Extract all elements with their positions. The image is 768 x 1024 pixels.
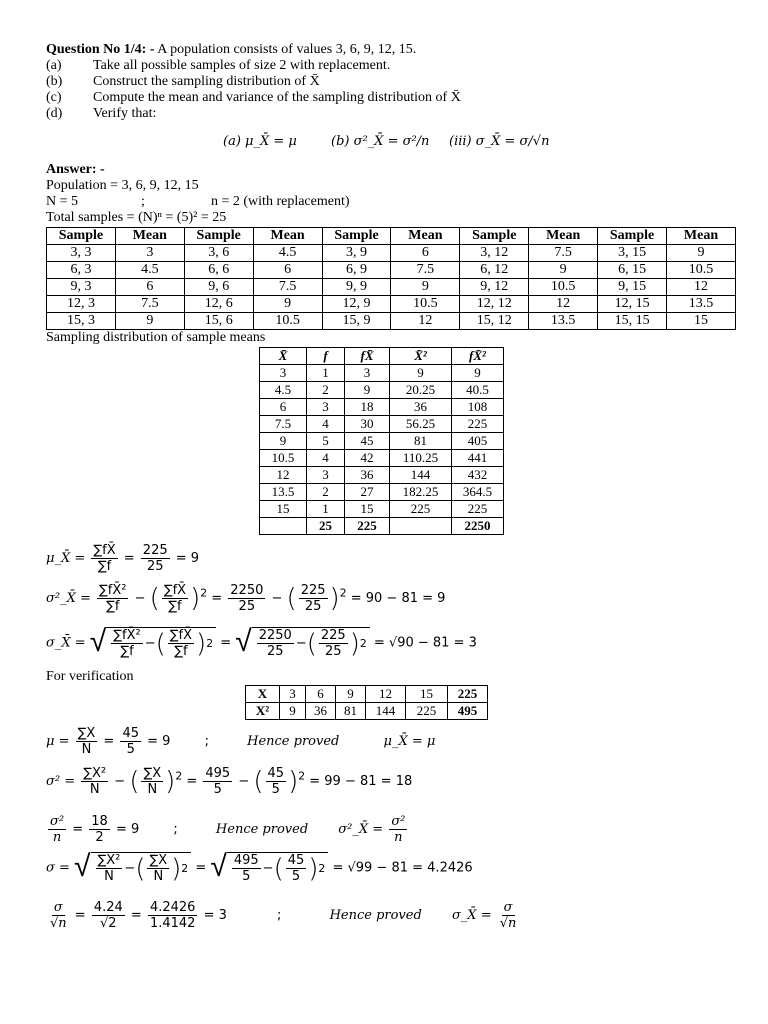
table-cell: 225 xyxy=(390,501,452,518)
pop-variance-formula: σ² = $\frac{\text{∑X²}}{N}$ − ( $\frac{\sum X}{N}$ )$^2$ = $\frac{495}{5}$ − ( $\frac{45}{5}$ )$^2$ = 99 − 81 = 18 xyxy=(46,766,413,797)
table-cell: 4.5 xyxy=(253,245,322,262)
table-cell: 6 xyxy=(115,279,184,296)
numerator: 495 xyxy=(233,853,259,868)
hence-proved: Hence proved xyxy=(247,734,340,749)
total-cell xyxy=(390,518,452,535)
verify-formula-c: (iii) σ_X̄ = σ/√n xyxy=(449,134,550,149)
table-cell: 441 xyxy=(452,450,504,467)
numerator: 45 xyxy=(122,726,140,741)
denominator: 25 xyxy=(304,599,322,614)
table-cell: 2 xyxy=(307,382,345,399)
table-cell: 9, 9 xyxy=(322,279,391,296)
fraction xyxy=(81,766,108,797)
table-row xyxy=(260,501,504,518)
fraction xyxy=(266,766,287,797)
table-cell: 364.5 xyxy=(452,484,504,501)
fraction xyxy=(498,900,519,931)
variance-ratio-formula: $\frac{\text{σ²}}{n}$ = $\frac{18}{2}$ = 9 ; Hence proved σ²_X̄ = $\frac{\text{σ²}}{n}$ xyxy=(50,814,406,845)
denominator: 25 xyxy=(238,599,256,614)
proved-identity: μ_X̄ = μ xyxy=(383,734,436,749)
column-header: Mean xyxy=(115,228,184,245)
table-row xyxy=(246,686,488,703)
separator: ; xyxy=(173,822,178,837)
numerator: ∑fX̄ xyxy=(163,583,187,598)
answer-heading: Answer: - xyxy=(46,162,105,177)
table-row xyxy=(47,296,736,313)
fraction xyxy=(141,543,170,574)
table-cell: 3 xyxy=(307,467,345,484)
table-cell: 13.5 xyxy=(260,484,307,501)
question-intro: A population consists of values 3, 6, 9, 12, 15. xyxy=(154,42,417,57)
numerator: ∑X² xyxy=(83,766,107,781)
mean-lhs: μ_X̄ = xyxy=(46,551,86,566)
table-cell: 12 xyxy=(667,279,736,296)
table-cell: 9 xyxy=(345,382,390,399)
table-cell: 15, 15 xyxy=(598,313,667,330)
table-cell: 9 xyxy=(115,313,184,330)
item-label: (c) xyxy=(46,90,62,105)
proved-identity-lhs: σ_X̄ = xyxy=(451,908,492,923)
proved-identity-lhs: σ²_X̄ = xyxy=(338,822,384,837)
square-root: √ $\frac{\text{∑fX̄²}}{\sum f}$ − ( $\frac{\sum fX̄}{\sum f}$ ) 2 xyxy=(90,627,216,659)
denominator: 5 xyxy=(291,869,301,884)
fraction xyxy=(92,900,125,931)
table-cell: 15 xyxy=(260,501,307,518)
table-cell: 3, 9 xyxy=(322,245,391,262)
numerator: ∑fX̄² xyxy=(99,583,127,598)
fraction xyxy=(203,766,232,797)
column-header: Mean xyxy=(391,228,460,245)
pop-mean-formula: μ = $\frac{\sum X}{N}$ = $\frac{45}{5}$ = 9 ; Hence proved μ_X̄ = μ xyxy=(46,726,436,757)
table-cell: 405 xyxy=(452,433,504,450)
table-cell: 3 xyxy=(280,686,306,703)
numerator: ∑X² xyxy=(97,853,121,868)
fraction xyxy=(91,543,117,574)
table-cell: 4.5 xyxy=(115,262,184,279)
pop-sd-lhs: σ = xyxy=(46,860,70,876)
table-cell: 6, 6 xyxy=(184,262,253,279)
table-cell: 108 xyxy=(452,399,504,416)
pop-sd-result: = √99 − 81 = 4.2426 xyxy=(332,860,473,876)
fraction xyxy=(120,726,141,757)
fraction xyxy=(286,853,307,884)
numerator: 45 xyxy=(287,853,305,868)
table-cell: 36 xyxy=(345,467,390,484)
question-item xyxy=(46,58,736,74)
totals-row xyxy=(260,518,504,535)
table-cell: 3, 12 xyxy=(460,245,529,262)
table-cell: 225 xyxy=(406,703,448,720)
fraction xyxy=(168,628,194,659)
distribution-table xyxy=(259,347,504,535)
numerator: 2250 xyxy=(230,583,264,598)
table-cell: 3 xyxy=(307,399,345,416)
denominator: ∑f xyxy=(174,644,188,659)
table-row xyxy=(260,484,504,501)
table-cell: 9 xyxy=(260,433,307,450)
fraction xyxy=(257,628,294,659)
final-result: = 3 xyxy=(203,908,227,923)
fraction xyxy=(389,814,407,845)
table-cell: 12, 15 xyxy=(598,296,667,313)
numerator: ∑fX̄ xyxy=(169,628,193,643)
table-cell: 9, 15 xyxy=(598,279,667,296)
sd-result: = √90 − 81 = 3 xyxy=(373,635,477,651)
fraction xyxy=(148,900,198,931)
table-cell: 15, 12 xyxy=(460,313,529,330)
table-row xyxy=(246,703,488,720)
item-text: Construct the sampling distribution of X̄ xyxy=(93,74,320,89)
table-cell: 36 xyxy=(306,703,336,720)
population-size: N = 5 xyxy=(46,194,79,209)
numerator: 225 xyxy=(300,583,326,598)
table-cell: 36 xyxy=(390,399,452,416)
sizes-line xyxy=(46,194,736,210)
table-cell: 15 xyxy=(406,686,448,703)
table-cell: 9 xyxy=(336,686,366,703)
column-header: Mean xyxy=(253,228,322,245)
fraction xyxy=(232,853,261,884)
table-cell: 15 xyxy=(667,313,736,330)
question-item xyxy=(46,74,736,90)
table-cell: 13.5 xyxy=(667,296,736,313)
column-header: X̄ xyxy=(260,348,307,365)
question-line xyxy=(46,42,736,58)
table-row xyxy=(47,313,736,330)
denominator: 25 xyxy=(325,644,342,659)
numerator: σ xyxy=(503,900,513,915)
fraction xyxy=(96,853,123,884)
table-cell: 6, 12 xyxy=(460,262,529,279)
distribution-caption: Sampling distribution of sample means xyxy=(46,330,266,345)
denominator: ∑f xyxy=(106,599,120,614)
numerator: 495 xyxy=(205,766,231,781)
mean-result: = 9 xyxy=(175,551,200,566)
column-header: fX̄ xyxy=(345,348,390,365)
table-row xyxy=(260,433,504,450)
item-label: (b) xyxy=(46,74,63,89)
fraction xyxy=(111,628,142,659)
hence-proved: Hence proved xyxy=(329,908,422,923)
sample-size: n = 2 (with replacement) xyxy=(211,194,350,209)
table-cell: 15, 9 xyxy=(322,313,391,330)
table-row xyxy=(260,365,504,382)
denominator: n xyxy=(394,830,403,845)
column-header: Sample xyxy=(322,228,391,245)
table-cell: 5 xyxy=(307,433,345,450)
separator: ; xyxy=(277,908,282,923)
pop-variance-result: = 99 − 81 = 18 xyxy=(309,774,413,789)
column-header: Sample xyxy=(598,228,667,245)
numerator: σ² xyxy=(391,814,406,829)
table-cell: 12, 12 xyxy=(460,296,529,313)
table-cell: 27 xyxy=(345,484,390,501)
table-cell: 9 xyxy=(280,703,306,720)
table-cell: 10.5 xyxy=(253,313,322,330)
table-cell: 7.5 xyxy=(391,262,460,279)
table-cell: 30 xyxy=(345,416,390,433)
fraction xyxy=(141,766,163,797)
table-row xyxy=(47,262,736,279)
table-cell: 9 xyxy=(667,245,736,262)
square-root: √ $\frac{\text{∑X²}}{N}$ − ( $\frac{\sum X}{N}$ ) 2 xyxy=(74,852,191,884)
question-title: Question No 1/4: - xyxy=(46,42,155,57)
table-cell: 81 xyxy=(390,433,452,450)
table-cell: 6 xyxy=(306,686,336,703)
numerator: σ² xyxy=(50,814,65,829)
numerator: ∑fX̄ xyxy=(93,543,116,558)
column-header: Sample xyxy=(184,228,253,245)
table-cell: 9 xyxy=(391,279,460,296)
table-cell: 12 xyxy=(260,467,307,484)
table-cell: 6 xyxy=(260,399,307,416)
fraction xyxy=(162,583,188,614)
table-row xyxy=(260,399,504,416)
numerator: 4.24 xyxy=(93,900,123,915)
numerator: 2250 xyxy=(258,628,292,643)
table-row xyxy=(260,467,504,484)
total-cell: 225 xyxy=(345,518,390,535)
square-root: √ $\frac{495}{5}$ − ( $\frac{45}{5}$ ) 2 xyxy=(210,852,328,884)
numerator: ∑X xyxy=(77,726,96,741)
denominator: ∑f xyxy=(97,559,112,574)
table-cell: 4.5 xyxy=(260,382,307,399)
table-cell: 10.5 xyxy=(667,262,736,279)
item-text: Take all possible samples of size 2 with replacement. xyxy=(93,58,391,73)
item-label: (a) xyxy=(46,58,62,73)
denominator: √n xyxy=(50,916,67,931)
verify-formula-a: (a) μ_X̄ = μ xyxy=(223,134,297,149)
variance-formula: σ²_X̄ = $\frac{\text{∑fX̄²}}{\sum f}$ − ( $\frac{\sum fX̄}{\sum f}$ )$^2$ = $\frac{2250}{25}$ − ( $\frac{225}{25}$ )$^2$ = 90 − 81 = 9 xyxy=(46,583,446,614)
table-cell: 9 xyxy=(452,365,504,382)
numerator: 225 xyxy=(142,543,168,558)
mean-formula: μ_X̄ = $\frac{\sum fX̄}{\sum f}$ = $\frac{225}{25}$ = 9 xyxy=(46,543,200,574)
table-cell: 20.25 xyxy=(390,382,452,399)
question-item xyxy=(46,90,736,106)
denominator: N xyxy=(89,782,100,797)
table-cell: 13.5 xyxy=(529,313,598,330)
table-cell: 9, 6 xyxy=(184,279,253,296)
table-cell: 182.25 xyxy=(390,484,452,501)
table-cell: 7.5 xyxy=(253,279,322,296)
table-cell: 144 xyxy=(390,467,452,484)
table-cell: 45 xyxy=(345,433,390,450)
fraction xyxy=(48,900,69,931)
pop-variance-lhs: σ² = xyxy=(46,774,76,789)
item-text: Compute the mean and variance of the sampling distribution of X̄ xyxy=(93,90,461,105)
denominator: 2 xyxy=(95,830,104,845)
table-cell: 40.5 xyxy=(452,382,504,399)
denominator: N xyxy=(153,869,164,884)
table-row xyxy=(47,279,736,296)
pop-mean-result: = 9 xyxy=(147,734,171,749)
table-cell: 3 xyxy=(260,365,307,382)
verify-formulas xyxy=(46,122,736,162)
samples-header-row xyxy=(47,228,736,245)
verification-caption: For verification xyxy=(46,669,134,684)
denominator: 5 xyxy=(213,782,222,797)
denominator: 25 xyxy=(146,559,164,574)
table-cell: 1 xyxy=(307,365,345,382)
table-cell: 3, 6 xyxy=(184,245,253,262)
table-cell: 9 xyxy=(390,365,452,382)
column-header: Sample xyxy=(47,228,116,245)
table-cell: 7.5 xyxy=(529,245,598,262)
table-cell: 7.5 xyxy=(260,416,307,433)
denominator: n xyxy=(52,830,62,845)
table-cell: 9 xyxy=(253,296,322,313)
table-cell: 12, 9 xyxy=(322,296,391,313)
fraction xyxy=(299,583,328,614)
table-cell: 225 xyxy=(448,686,488,703)
pop-mean-lhs: μ = xyxy=(46,734,70,749)
separator: ; xyxy=(204,734,209,749)
fraction xyxy=(48,814,66,845)
denominator: 1.4142 xyxy=(149,916,196,931)
numerator: σ xyxy=(53,900,63,915)
table-cell: 81 xyxy=(336,703,366,720)
total-samples: Total samples = (N)ⁿ = (5)² = 25 xyxy=(46,210,227,225)
table-cell: 9 xyxy=(529,262,598,279)
numerator: 18 xyxy=(91,814,108,829)
table-cell: 12 xyxy=(366,686,406,703)
column-header: fX̄² xyxy=(452,348,504,365)
document xyxy=(46,42,736,940)
column-header: Mean xyxy=(667,228,736,245)
verification-calc xyxy=(46,720,736,940)
sd-lhs: σ_X̄ = xyxy=(46,635,86,651)
question-item xyxy=(46,106,736,122)
denominator: N xyxy=(147,782,158,797)
table-cell: 12 xyxy=(391,313,460,330)
fraction xyxy=(89,814,110,845)
table-cell: 15 xyxy=(345,501,390,518)
table-row xyxy=(260,450,504,467)
table-cell: 15, 6 xyxy=(184,313,253,330)
fraction xyxy=(319,628,348,659)
fraction xyxy=(97,583,128,614)
table-cell: 2 xyxy=(307,484,345,501)
total-cell: 2250 xyxy=(452,518,504,535)
denominator: ∑f xyxy=(120,644,134,659)
table-cell: 12, 6 xyxy=(184,296,253,313)
table-row xyxy=(260,382,504,399)
table-cell: 3, 3 xyxy=(47,245,116,262)
table-cell: 6, 15 xyxy=(598,262,667,279)
denominator: ∑f xyxy=(168,599,182,614)
column-header: Sample xyxy=(460,228,529,245)
numerator: 4.2426 xyxy=(149,900,196,915)
hence-proved: Hence proved xyxy=(215,822,309,837)
table-cell: 9, 3 xyxy=(47,279,116,296)
table-cell: 495 xyxy=(448,703,488,720)
square-root: √ $\frac{2250}{25}$ − ( $\frac{225}{25}$ ) 2 xyxy=(235,627,370,659)
table-cell: 110.25 xyxy=(390,450,452,467)
table-cell: 225 xyxy=(452,416,504,433)
column-header: Mean xyxy=(529,228,598,245)
denominator: 25 xyxy=(267,644,284,659)
item-text: Verify that: xyxy=(93,106,157,121)
numerator: 225 xyxy=(320,628,346,643)
variance-result: = 90 − 81 = 9 xyxy=(350,591,446,606)
column-header: f xyxy=(307,348,345,365)
table-cell: 3 xyxy=(345,365,390,382)
fraction xyxy=(76,726,98,757)
table-cell: 144 xyxy=(366,703,406,720)
total-cell: 25 xyxy=(307,518,345,535)
table-cell: 4 xyxy=(307,450,345,467)
denominator: 5 xyxy=(242,869,251,884)
numerator: ∑X xyxy=(149,853,168,868)
table-cell: 3, 15 xyxy=(598,245,667,262)
verify-formula-b: (b) σ²_X̄ = σ²/n xyxy=(331,134,430,149)
table-cell: 7.5 xyxy=(115,296,184,313)
denominator: 5 xyxy=(271,782,280,797)
table-cell: 225 xyxy=(452,501,504,518)
table-cell: 6, 9 xyxy=(322,262,391,279)
table-cell: 6 xyxy=(391,245,460,262)
table-cell: 56.25 xyxy=(390,416,452,433)
table-cell: 18 xyxy=(345,399,390,416)
population-line: Population = 3, 6, 9, 12, 15 xyxy=(46,178,199,193)
final-sd-formula: $\frac{\sigma}{√n}$ = $\frac{4.24}{√2}$ = $\frac{4.2426}{1.4142}$ = 3 ; Hence proved σ_X̄ = $\frac{\sigma}{√n}$ xyxy=(50,900,517,931)
table-cell: 6, 3 xyxy=(47,262,116,279)
denominator: N xyxy=(81,742,92,757)
denominator: √n xyxy=(499,916,517,931)
fraction xyxy=(147,853,169,884)
table-cell: 15, 3 xyxy=(47,313,116,330)
denominator: 5 xyxy=(126,742,135,757)
table-cell: X xyxy=(246,686,280,703)
table-cell: 3 xyxy=(115,245,184,262)
table-cell: 6 xyxy=(253,262,322,279)
verification-table xyxy=(245,685,488,720)
table-row xyxy=(260,416,504,433)
column-header: X̄² xyxy=(390,348,452,365)
denominator: √2 xyxy=(100,916,117,931)
ratio-result: = 9 xyxy=(115,822,140,837)
numerator: 45 xyxy=(267,766,285,781)
table-cell: 42 xyxy=(345,450,390,467)
item-label: (d) xyxy=(46,106,63,121)
variance-lhs: σ²_X̄ = xyxy=(46,591,91,606)
numerator: ∑X xyxy=(143,766,162,781)
table-row xyxy=(47,245,736,262)
mean-variance-calc xyxy=(46,535,736,669)
table-cell: 9, 12 xyxy=(460,279,529,296)
table-cell: 12, 3 xyxy=(47,296,116,313)
table-cell: X² xyxy=(246,703,280,720)
table-cell: 432 xyxy=(452,467,504,484)
distribution-header-row xyxy=(260,348,504,365)
table-cell: 1 xyxy=(307,501,345,518)
pop-sd-formula: σ = √ $\frac{\text{∑X²}}{N}$ − ( $\frac{\sum X}{N}$ ) 2 = √ $\frac{495}{5}$ − ( $\frac{45}{5}$ ) 2 = √99 − 81 = 4.2426 xyxy=(46,849,473,884)
samples-table xyxy=(46,227,736,330)
numerator: ∑fX̄² xyxy=(113,628,141,643)
separator: ; xyxy=(141,194,145,209)
table-cell: 12 xyxy=(529,296,598,313)
denominator: N xyxy=(104,869,114,884)
sd-formula: σ_X̄ = √ $\frac{\text{∑fX̄²}}{\sum f}$ − ( $\frac{\sum fX̄}{\sum f}$ ) 2 = √ $\frac{2250}{25}$ − ( $\frac{225}{25}$ ) 2 = √90 − 81 = 3 xyxy=(46,624,477,659)
table-cell: 10.5 xyxy=(260,450,307,467)
fraction xyxy=(228,583,265,614)
table-cell: 10.5 xyxy=(529,279,598,296)
total-cell xyxy=(260,518,307,535)
table-cell: 4 xyxy=(307,416,345,433)
table-cell: 10.5 xyxy=(391,296,460,313)
